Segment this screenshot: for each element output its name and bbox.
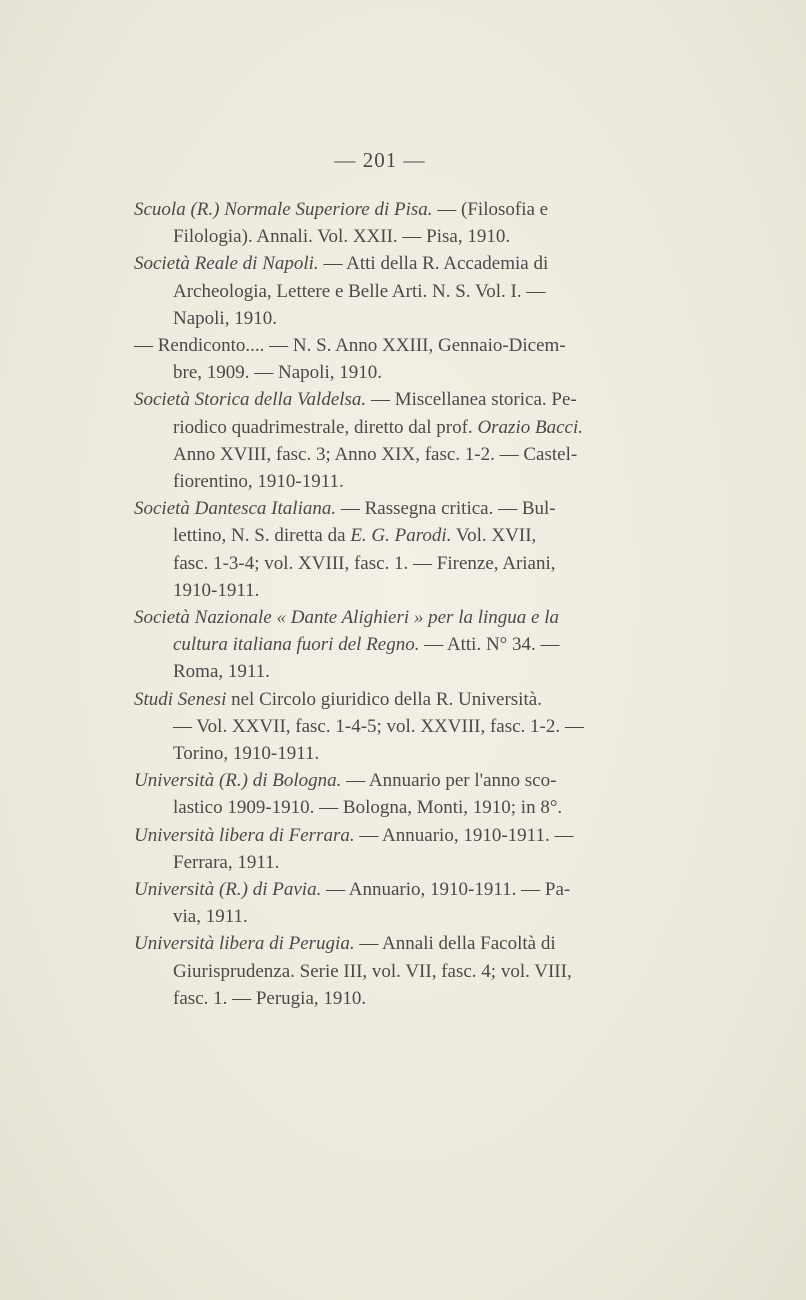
bibliography-entry bbox=[134, 386, 634, 495]
entry-line bbox=[134, 794, 634, 821]
text-segment: — Miscellanea storica. Pe- bbox=[366, 389, 577, 411]
entry-line bbox=[134, 332, 634, 359]
text-segment: Torino, 1910-1911. bbox=[173, 743, 320, 765]
text-segment: Napoli, 1910. bbox=[173, 307, 277, 329]
text-segment: Vol. XVII, bbox=[451, 525, 537, 547]
text-segment: via, 1911. bbox=[173, 906, 248, 928]
entry-line bbox=[134, 903, 634, 930]
entry-line bbox=[134, 550, 634, 577]
bibliography-entry bbox=[134, 767, 634, 821]
italic-text: Università libera di Perugia. bbox=[134, 933, 355, 955]
bibliography-entry bbox=[134, 196, 634, 250]
entry-line bbox=[134, 930, 634, 957]
text-segment: fasc. 1. — Perugia, 1910. bbox=[173, 987, 367, 1009]
entry-line bbox=[134, 740, 634, 767]
bibliography-entry bbox=[134, 495, 634, 604]
text-segment: — Annuario, 1910-1911. — Pa- bbox=[321, 879, 571, 901]
bibliography-entry bbox=[134, 604, 634, 686]
entry-line bbox=[134, 278, 634, 305]
text-segment: lastico 1909-1910. — Bologna, Monti, 1910; in 8°. bbox=[173, 797, 563, 819]
entry-line bbox=[134, 604, 634, 631]
entry-line bbox=[134, 985, 634, 1012]
text-segment: — Annali della Facoltà di bbox=[354, 933, 556, 955]
entry-line bbox=[134, 359, 634, 386]
entry-line bbox=[134, 713, 634, 740]
entry-line bbox=[134, 441, 634, 468]
entry-line bbox=[134, 223, 634, 250]
italic-text: Società Reale di Napoli. bbox=[134, 253, 319, 275]
entry-line bbox=[134, 958, 634, 985]
italic-text: cultura italiana fuori del Regno. bbox=[173, 634, 420, 656]
italic-text: Università (R.) di Bologna. bbox=[134, 770, 342, 792]
entry-line bbox=[134, 305, 634, 332]
entry-line bbox=[134, 386, 634, 413]
italic-text: Scuola (R.) Normale Superiore di Pisa. bbox=[134, 199, 433, 220]
text-segment: nel Circolo giuridico della R. Università. bbox=[226, 688, 542, 710]
italic-text: Società Storica della Valdelsa. bbox=[134, 389, 367, 411]
italic-text: Università (R.) di Pavia. bbox=[134, 879, 322, 901]
entry-line bbox=[134, 822, 634, 849]
text-segment: fiorentino, 1910-1911. bbox=[173, 471, 344, 493]
bibliography-entry bbox=[134, 686, 634, 768]
entry-line bbox=[134, 631, 634, 658]
entry-line bbox=[134, 468, 634, 495]
text-segment: bre, 1909. — Napoli, 1910. bbox=[173, 362, 382, 384]
bibliography-entry bbox=[134, 332, 634, 386]
bibliography-entry bbox=[134, 930, 634, 1012]
bibliography-entry bbox=[134, 822, 634, 876]
entry-line bbox=[134, 876, 634, 903]
entry-line bbox=[134, 196, 634, 223]
text-segment: — Atti della R. Accademia di bbox=[318, 253, 549, 275]
entry-line bbox=[134, 414, 634, 441]
text-segment: lettino, N. S. diretta da bbox=[173, 525, 351, 547]
text-segment: — Rendiconto.... — N. S. Anno XXIII, Gennaio-Dicem- bbox=[134, 335, 566, 357]
text-segment: Ferrara, 1911. bbox=[173, 851, 280, 873]
italic-text: E. G. Parodi. bbox=[350, 525, 452, 547]
italic-text: Società Dantesca Italiana. bbox=[134, 498, 337, 520]
text-segment: — Atti. N° 34. — bbox=[419, 634, 560, 656]
italic-text: Orazio Bacci. bbox=[477, 416, 583, 438]
text-segment: Filologia). Annali. Vol. XXII. — Pisa, 1910. bbox=[173, 226, 511, 248]
text-segment: — Annuario, 1910-1911. — bbox=[354, 824, 574, 846]
entry-line bbox=[134, 577, 634, 604]
entry-line bbox=[134, 686, 634, 713]
entry-line bbox=[134, 658, 634, 685]
text-segment: fasc. 1-3-4; vol. XVIII, fasc. 1. — Firenze, Ariani, bbox=[173, 552, 556, 574]
text-segment: — Annuario per l'anno sco- bbox=[341, 770, 557, 792]
text-segment: 1910-1911. bbox=[173, 579, 260, 601]
text-segment: — Rassegna critica. — Bul- bbox=[336, 498, 556, 520]
text-segment: Giurisprudenza. Serie III, vol. VII, fasc. 4; vol. VIII, bbox=[173, 960, 572, 982]
page-number: — 201 — bbox=[334, 148, 426, 172]
entry-line bbox=[134, 767, 634, 794]
text-segment: Roma, 1911. bbox=[173, 661, 270, 683]
bibliography-entry bbox=[134, 250, 634, 332]
italic-text: Società Nazionale « Dante Alighieri » per la lingua e la bbox=[134, 607, 559, 629]
entry-line bbox=[134, 849, 634, 876]
entry-line bbox=[134, 250, 634, 277]
entry-line bbox=[134, 522, 634, 549]
text-segment: Anno XVIII, fasc. 3; Anno XIX, fasc. 1-2. — Castel- bbox=[173, 443, 578, 465]
text-segment: riodico quadrimestrale, diretto dal prof. bbox=[173, 416, 478, 438]
entry-line bbox=[134, 495, 634, 522]
italic-text: Università libera di Ferrara. bbox=[134, 824, 355, 846]
text-segment: — Vol. XXVII, fasc. 1-4-5; vol. XXVIII, fasc. 1-2. — bbox=[173, 715, 584, 737]
italic-text: Studi Senesi bbox=[134, 688, 227, 710]
bibliography-list bbox=[134, 196, 634, 1012]
text-segment: — (Filosofia e bbox=[432, 199, 549, 220]
text-segment: Archeologia, Lettere e Belle Arti. N. S. Vol. I. — bbox=[173, 280, 546, 302]
bibliography-entry bbox=[134, 876, 634, 930]
